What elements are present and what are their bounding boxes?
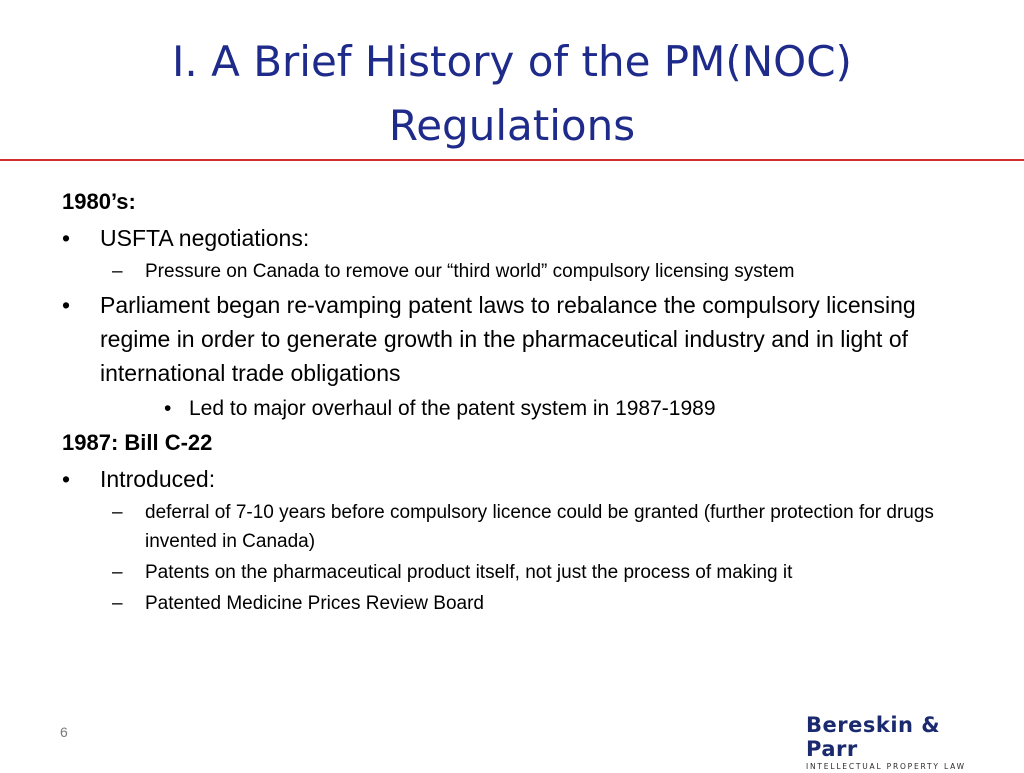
dash-marker: – xyxy=(112,261,123,282)
sub-bullet-text: Pressure on Canada to remove our “third world” compulsory licensing system xyxy=(145,261,795,282)
sub-bullet-deferral xyxy=(62,498,964,556)
slide-title-line-2: Regulations xyxy=(388,101,636,150)
slide-title xyxy=(40,30,984,158)
logo-name: Bereskin & Parr xyxy=(806,713,941,761)
bullet-marker: • xyxy=(62,225,71,251)
sub-bullet-text: Patented Medicine Prices Review Board xyxy=(145,593,485,614)
bullet-text: Parliament began re-vamping patent laws to rebalance the compulsory licensing regime in order to generate growth in the pharmaceutical industry and in light of international trade obligations xyxy=(100,292,916,386)
section-heading-bill-c22: 1987: Bill C-22 xyxy=(62,430,213,455)
section-heading-1980s: 1980’s: xyxy=(62,189,136,214)
sub-bullet-overhaul xyxy=(62,394,964,424)
dash-marker: – xyxy=(112,562,123,583)
title-divider xyxy=(0,159,1024,161)
bullet-text: Introduced: xyxy=(100,466,216,492)
company-logo xyxy=(806,713,976,773)
bullet-text: USFTA negotiations: xyxy=(100,225,310,251)
dash-marker: – xyxy=(112,502,123,523)
bullet-usfta xyxy=(62,221,964,255)
sub-bullet-text: deferral of 7-10 years before compulsory licence could be granted (further protection for drugs invented in Canada) xyxy=(145,502,934,552)
logo-tagline: INTELLECTUAL PROPERTY LAW xyxy=(806,762,966,771)
bullet-parliament xyxy=(62,288,964,390)
bullet-marker: • xyxy=(62,466,71,492)
sub-bullet-pmprb xyxy=(62,589,964,618)
sub-bullet-pressure xyxy=(62,257,964,286)
bullet-marker: • xyxy=(62,292,71,318)
bullet-marker: • xyxy=(164,397,172,420)
slide-body xyxy=(62,183,964,620)
sub-bullet-text: Led to major overhaul of the patent system in 1987-1989 xyxy=(189,397,716,420)
dash-marker: – xyxy=(112,593,123,614)
bullet-introduced xyxy=(62,462,964,496)
slide-number: 6 xyxy=(60,724,68,740)
sub-bullet-text: Patents on the pharmaceutical product itself, not just the process of making it xyxy=(145,562,793,583)
slide-title-line-1: I. A Brief History of the PM(NOC) xyxy=(172,37,852,86)
sub-bullet-product-patents xyxy=(62,558,964,587)
